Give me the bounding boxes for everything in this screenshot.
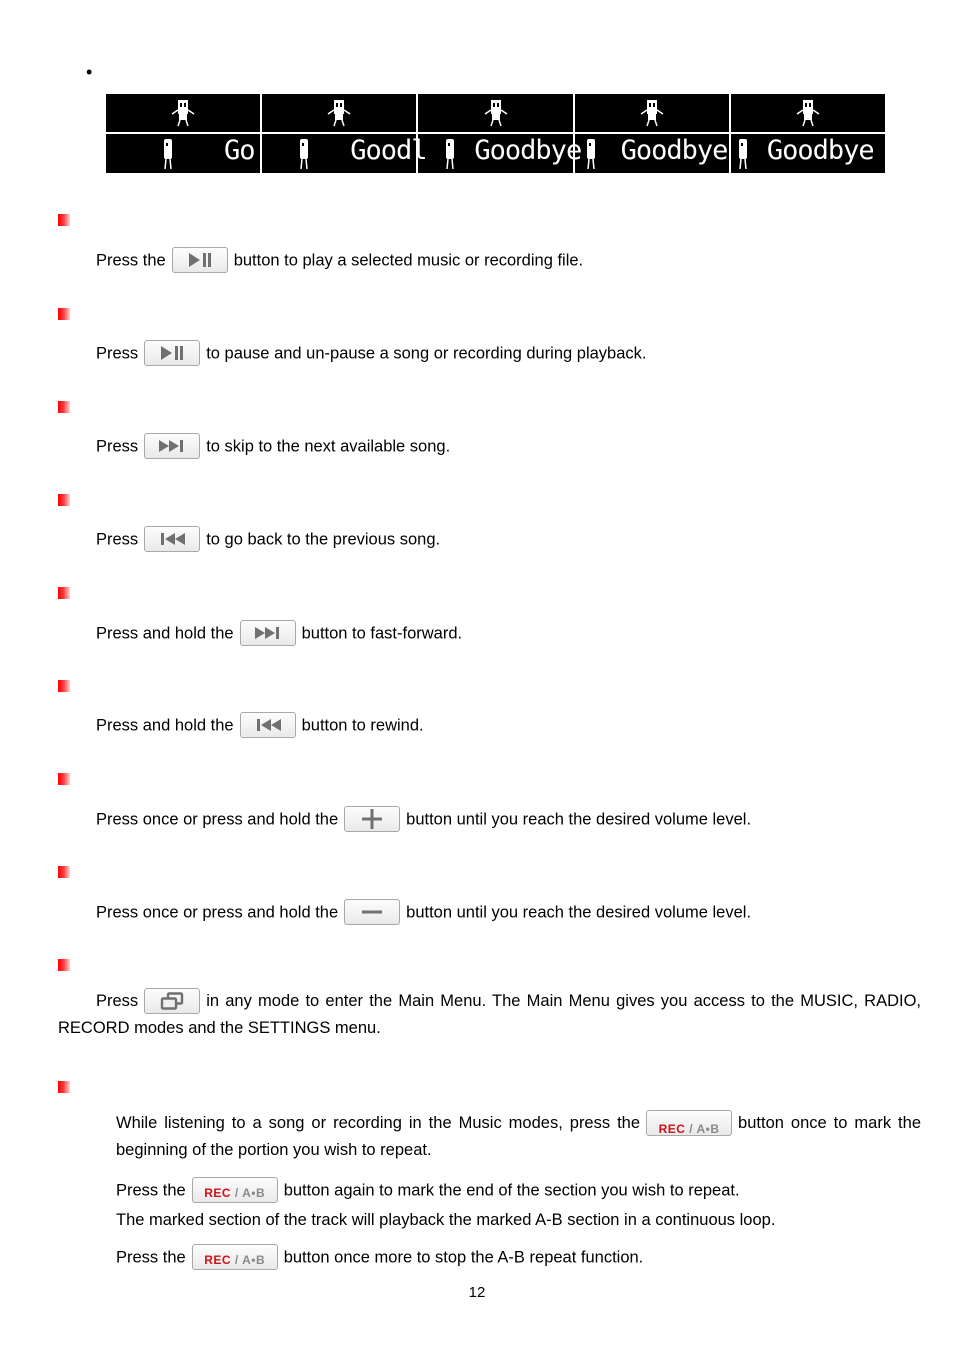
lcd-top-row xyxy=(575,94,729,134)
device-button-next-track[interactable] xyxy=(144,433,200,459)
singer-figure-icon xyxy=(583,137,599,176)
instruction-text: to skip to the next available song. xyxy=(206,437,451,456)
instruction-line xyxy=(96,807,751,833)
lcd-scrolling-text: Goodl xyxy=(350,135,427,166)
menu-instruction-paragraph xyxy=(58,988,921,1042)
section-bullet-square xyxy=(58,959,70,971)
section-bullet-square xyxy=(58,866,70,878)
lcd-frame xyxy=(106,94,262,173)
lcd-frame xyxy=(262,94,427,173)
instruction-line xyxy=(96,621,462,647)
lcd-scrolling-text: Goodbye xyxy=(766,135,874,166)
lcd-scrolling-text: Goodbye xyxy=(620,135,728,166)
device-button-play-pause[interactable] xyxy=(172,247,228,273)
ab-repeat-paragraph xyxy=(116,1110,921,1164)
lcd-scrolling-text: Go xyxy=(224,135,255,166)
instruction-text: Press the xyxy=(116,1181,186,1200)
lcd-frame xyxy=(575,94,731,173)
instruction-line xyxy=(116,1178,740,1204)
section-bullet-square xyxy=(58,1081,70,1093)
instruction-text: Press and hold the xyxy=(96,624,234,643)
singer-figure-icon xyxy=(296,137,312,176)
lcd-frame xyxy=(731,94,885,173)
lcd-bottom-row xyxy=(731,134,885,173)
list-bullet: • xyxy=(86,62,93,82)
instruction-text: Press xyxy=(96,992,139,1010)
instruction-line xyxy=(96,900,751,926)
lcd-bottom-row xyxy=(575,134,729,173)
page-number: 12 xyxy=(468,1284,486,1301)
instruction-text: While listening to a song or recording in the Music modes, press the xyxy=(116,1114,641,1132)
ab-label: A•B xyxy=(696,1121,720,1136)
rec-ab-button[interactable] xyxy=(192,1177,278,1203)
instruction-line xyxy=(96,527,440,553)
lcd-bottom-row xyxy=(418,134,582,173)
instruction-text: Press xyxy=(96,530,139,549)
instruction-text: button to play a selected music or recording file. xyxy=(233,251,584,270)
instruction-text: button until you reach the desired volume level. xyxy=(406,903,752,922)
lcd-top-row xyxy=(262,94,416,134)
instruction-text: button once to mark the beginning of the portion you wish to repeat. xyxy=(116,1114,921,1159)
instruction-text: The marked section of the track will playback the marked A-B section in a continuous loop. xyxy=(116,1211,776,1229)
section-bullet-square xyxy=(58,494,70,506)
ab-label: A•B xyxy=(242,1253,266,1267)
instruction-text: Press and hold the xyxy=(96,716,234,735)
instruction-text: button to fast-forward. xyxy=(301,624,463,643)
lcd-top-row xyxy=(731,94,885,134)
lcd-bottom-row xyxy=(106,134,260,173)
section-bullet-square xyxy=(58,214,70,226)
lcd-scrolling-text: Goodbye xyxy=(474,135,582,166)
section-bullet-square xyxy=(58,587,70,599)
lcd-frame xyxy=(418,94,582,173)
device-button-menu[interactable] xyxy=(144,988,200,1014)
instruction-line xyxy=(96,434,450,460)
instruction-text: button once more to stop the A-B repeat function. xyxy=(283,1248,644,1267)
instruction-text: Press the xyxy=(116,1248,186,1267)
singer-figure-icon xyxy=(442,137,458,176)
instruction-text: Press xyxy=(96,437,139,456)
instruction-line xyxy=(96,341,646,367)
instruction-text: in any mode to enter the Main Menu. The Main Menu gives you access to the MUSIC, RADIO, RECORD modes and the SETTINGS menu. xyxy=(58,992,921,1037)
rec-ab-button[interactable] xyxy=(192,1244,278,1270)
device-button-plus[interactable] xyxy=(344,806,400,832)
instruction-line xyxy=(96,248,583,274)
instruction-text: to go back to the previous song. xyxy=(206,530,441,549)
rec-separator: / xyxy=(685,1121,697,1136)
instruction-text: button to rewind. xyxy=(301,716,424,735)
rec-label: REC xyxy=(658,1121,686,1136)
singer-figure-icon xyxy=(735,137,751,176)
instruction-text: Press once or press and hold the xyxy=(96,903,339,922)
ab-label: A•B xyxy=(242,1186,266,1200)
device-button-next-track[interactable] xyxy=(240,620,296,646)
instruction-text: to pause and un-pause a song or recording during playback. xyxy=(206,344,647,363)
rec-ab-button[interactable] xyxy=(646,1110,732,1136)
instruction-line xyxy=(96,713,424,739)
singer-figure-icon xyxy=(160,137,176,176)
instruction-text: Press the xyxy=(96,251,166,270)
lcd-bottom-row xyxy=(262,134,427,173)
section-bullet-square xyxy=(58,773,70,785)
rec-separator: / xyxy=(231,1253,243,1267)
lcd-top-row xyxy=(418,94,572,134)
instruction-text: button until you reach the desired volume level. xyxy=(406,810,752,829)
section-bullet-square xyxy=(58,308,70,320)
device-button-previous-track[interactable] xyxy=(144,526,200,552)
instruction-line xyxy=(116,1210,775,1230)
section-bullet-square xyxy=(58,401,70,413)
instruction-text: Press xyxy=(96,344,139,363)
lcd-animation-strip xyxy=(106,94,885,173)
rec-label: REC xyxy=(204,1186,232,1200)
device-button-minus[interactable] xyxy=(344,899,400,925)
instruction-text: button again to mark the end of the section you wish to repeat. xyxy=(283,1181,740,1200)
instruction-text: Press once or press and hold the xyxy=(96,810,339,829)
device-button-previous-track[interactable] xyxy=(240,712,296,738)
rec-separator: / xyxy=(231,1186,243,1200)
lcd-top-row xyxy=(106,94,260,134)
instruction-line xyxy=(116,1245,643,1271)
rec-label: REC xyxy=(204,1253,232,1267)
section-bullet-square xyxy=(58,680,70,692)
device-button-play-pause[interactable] xyxy=(144,340,200,366)
